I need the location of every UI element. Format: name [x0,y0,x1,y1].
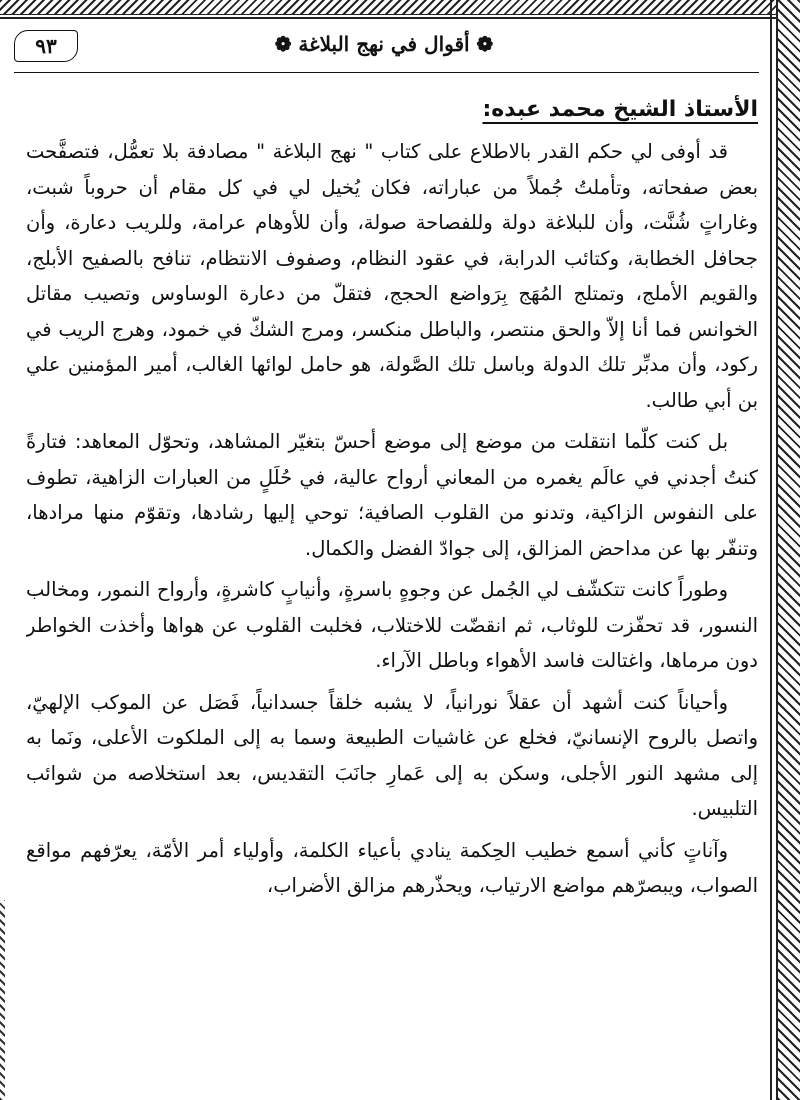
paragraph: قد أوفى لي حكم القدر بالاطلاع على كتاب " نهج البلاغة " مصادفة بلا تعمُّل، فتصفَّحت بعض صفحاته، وتأملتُ جُملاً من عباراته، فكان يُخيل لي في كل مقام أن حروباً شبت، وغاراتٍ شُنَّت، وأن للبلاغة دولة وللفصاحة صولة، وأن للأوهام عرامة، وللريب دعارة، وأن جحافل الخطابة، وكتائب الدرابة، في عقود النظام، وصفوف الانتظام، تنافح بالصفيح الأبلج، والقويم الأملج، وتمتلج المُهَج بِرَواضع الحجج، فتقلّ من دعارة الوساوس وتصيب مقاتل الخوانس فما أنا إلاّ والحق منتصر، والباطل منكسر، ومرج الشكّ في خمود، وهرج الريب في ركود، وأن مدبِّر تلك الدولة وباسل تلك الصَّولة، هو حامل لوائها الغالب، أمير المؤمنين علي بن أبي طالب. [26,140,758,412]
paragraph: وآناتٍ كأني أسمع خطيب الحِكمة ينادي بأعياء الكلمة، وأولياء أمر الأمّة، يعرّفهم مواقع الصواب، ويبصرّهم مواضع الارتياب، ويحذّرهم مزالق الأضراب، [26,838,758,897]
right-ornament-border [776,0,800,1100]
page-body [26,82,758,1092]
page-header [14,28,754,68]
header-divider [14,72,759,73]
paragraph: وطوراً كانت تتكشّف لي الجُمل عن وجوهٍ باسرةٍ، وأنيابٍ كاشرةٍ، وأرواح النمور، ومخالب النسور، قد تحفّزت للوثاب، ثم انقضّت للاختلاب، فخلبت القلوب عن هواها وأخذت الخواطر دون مرماها، واغتالت فاسد الأهواء وباطل الآراء. [26,578,758,672]
paragraph: وأحياناً كنت أشهد أن عقلاً نورانياً، لا يشبه خلقاً جسدانياً، فَصَل عن الموكب الإلهيّ، واتصل بالروح الإنسانيّ، فخلع عن غاشيات الطبيعة وسما به إلى الملكوت الأعلى، ونَما به إلى مشهد النور الأجلى، وسكن به إلى عَمارِ جانَبَ التقديس، بعد استخلاصه من شوائب التلبيس. [26,690,758,820]
top-ornament-border [0,0,800,15]
section-heading: الأستاذ الشيخ محمد عبده: [482,97,758,122]
page-number: ٩٣ [35,34,57,58]
left-edge-shadow [0,900,5,1100]
running-title: ❁ أقوال في نهج البلاغة ❁ [274,32,494,56]
paragraph: بل كنت كلّما انتقلت من موضع إلى موضع أحسّ بتغيّر المشاهد، وتحوّل المعاهد: فتارةً كنتُ أجدني في عالَم يغمره من المعاني أرواح عالية، في حُلَلٍ من العبارات الزاهية، تطوف على النفوس الزاكية، وتدنو من القلوب الصافية؛ توحي إليها رشادها، وتقوّم منها مرادها، وتنفّر بها عن مداحض المزالق، إلى جوادّ الفضل والكمال. [26,430,758,560]
